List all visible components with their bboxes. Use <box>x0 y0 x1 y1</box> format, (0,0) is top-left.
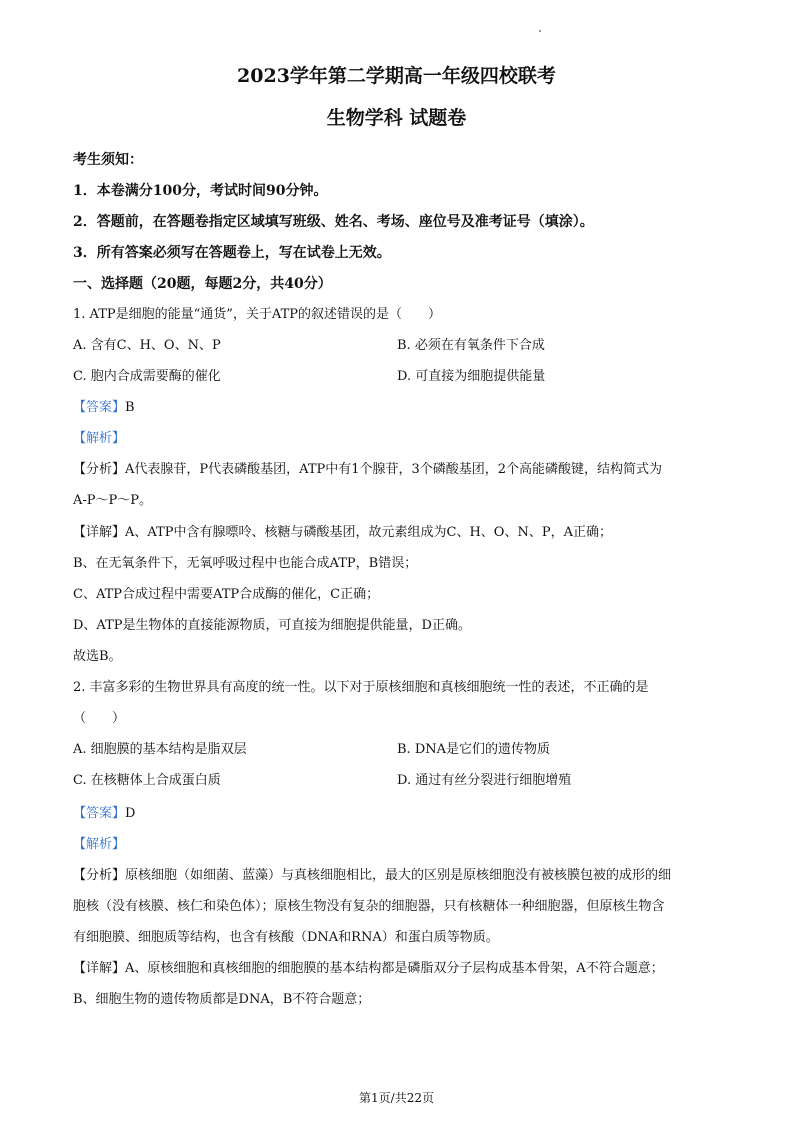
section-heading: 一、选择题（20题，每题2分，共40分） <box>73 276 332 292</box>
answer-value: B <box>125 400 135 415</box>
q1-option-c: C. 胞内合成需要酶的催化 <box>73 369 221 384</box>
xiangjie-text: A、ATP中含有腺嘌呤、核糖与磷酸基团，故元素组成为C、H、O、N、P，A正确； <box>125 525 612 540</box>
q1-option-d: D. 可直接为细胞提供能量 <box>397 369 546 384</box>
q2-stem-line-2: （ ） <box>73 711 126 726</box>
fenxi-text: 原核细胞（如细菌、蓝藻）与真核细胞相比，最大的区别是原核细胞没有被核膜包被的成形的细 <box>125 868 672 883</box>
q2-xiangjie-line-2: B、细胞生物的遗传物质都是DNA，B不符合题意； <box>73 992 371 1007</box>
q1-fenxi-line-1 <box>73 460 662 480</box>
answer-tag: 【答案】 <box>73 806 126 821</box>
q1-stem: 1. ATP是细胞的能量“通货”，关于ATP的叙述错误的是（ ） <box>73 307 442 322</box>
q1-option-b: B. 必须在有氧条件下合成 <box>397 338 545 353</box>
q1-xiangjie-line-4: D、ATP是生物体的直接能源物质，可直接为细胞提供能量，D正确。 <box>73 618 471 633</box>
q1-answer <box>73 398 135 418</box>
q2-xiangjie-line-1 <box>73 959 664 979</box>
q2-fenxi-line-3: 有细胞膜、细胞质等结构，也含有核酸（DNA和RNA）和蛋白质等物质。 <box>73 930 499 945</box>
q1-analysis-tag: 【解析】 <box>73 431 126 446</box>
notice-item-3: 3．所有答案必须写在答题卷上，写在试卷上无效。 <box>73 245 391 261</box>
page-footer: 第1页/共22页 <box>359 1091 434 1105</box>
q2-fenxi-line-1 <box>73 866 671 886</box>
answer-value: D <box>125 806 136 821</box>
fenxi-tag: 【分析】 <box>73 462 126 477</box>
q1-xiangjie-line-1 <box>73 523 612 543</box>
exam-title: 2023学年第二学期高一年级四校联考 <box>237 65 556 87</box>
q2-option-b: B. DNA是它们的遗传物质 <box>397 742 551 757</box>
q2-fenxi-line-2: 胞核（没有核膜、核仁和染色体）；原核生物没有复杂的细胞器，只有核糖体一种细胞器，但原核生物含 <box>73 899 665 914</box>
fenxi-tag: 【分析】 <box>73 868 126 883</box>
xiangjie-text: A、原核细胞和真核细胞的细胞膜的基本结构都是磷脂双分子层构成基本骨架，A不符合题意； <box>125 961 664 976</box>
q1-xiangjie-line-2: B、在无氧条件下，无氧呼吸过程中也能合成ATP，B错误； <box>73 556 418 571</box>
corner-dot <box>539 30 541 32</box>
q1-xiangjie-line-3: C、ATP合成过程中需要ATP合成酶的催化，C正确； <box>73 587 380 602</box>
q2-analysis-tag: 【解析】 <box>73 837 126 852</box>
q2-answer <box>73 804 135 824</box>
xiangjie-tag: 【详解】 <box>73 525 126 540</box>
notice-item-2: 2．答题前，在答题卷指定区域填写班级、姓名、考场、座位号及准考证号（填涂）。 <box>73 214 594 230</box>
xiangjie-tag: 【详解】 <box>73 961 126 976</box>
notice-heading: 考生须知： <box>73 152 143 168</box>
exam-subtitle: 生物学科 试题卷 <box>326 107 467 129</box>
q1-option-a: A. 含有C、H、O、N、P <box>73 338 221 353</box>
q1-fenxi-line-2: A-P～P～P。 <box>73 493 153 508</box>
fenxi-text: A代表腺苷，P代表磷酸基团，ATP中有1个腺苷，3个磷酸基团，2个高能磷酸键，结构简式为 <box>125 462 663 477</box>
q2-option-c: C. 在核糖体上合成蛋白质 <box>73 773 221 788</box>
notice-item-1: 1．本卷满分100分，考试时间90分钟。 <box>73 183 328 199</box>
answer-tag: 【答案】 <box>73 400 126 415</box>
q1-conclusion: 故选B。 <box>73 649 122 664</box>
q2-option-a: A. 细胞膜的基本结构是脂双层 <box>73 742 247 757</box>
q2-option-d: D. 通过有丝分裂进行细胞增殖 <box>397 773 572 788</box>
q2-stem-line-1: 2. 丰富多彩的生物世界具有高度的统一性。以下对于原核细胞和真核细胞统一性的表述，不正确的是 <box>73 680 649 695</box>
